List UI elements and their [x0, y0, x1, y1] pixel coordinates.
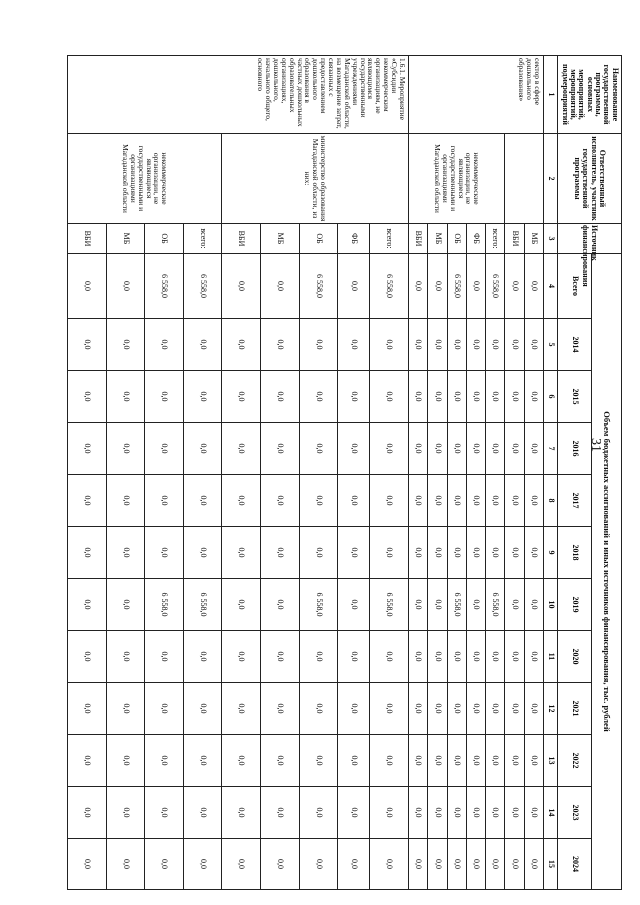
header-name: Наименование государственной программы, основных мероприятий, мероприятий, подмероприятий — [558, 56, 622, 134]
total-value-cell: 0,0 — [428, 254, 447, 319]
year-value-cell: 0,0 — [68, 735, 107, 787]
year-value-cell: 0,0 — [222, 579, 261, 631]
year-value-cell: 0,0 — [370, 735, 409, 787]
year-value-cell: 0,0 — [505, 527, 524, 579]
header-year: 2022 — [558, 735, 592, 787]
column-number: 6 — [544, 371, 558, 423]
year-value-cell: 0,0 — [260, 787, 299, 839]
year-value-cell: 0,0 — [486, 631, 505, 683]
year-value-cell: 0,0 — [222, 631, 261, 683]
year-value-cell: 0,0 — [183, 371, 222, 423]
year-value-cell: 0,0 — [260, 683, 299, 735]
financing-table — [67, 55, 622, 890]
header-year: 2024 — [558, 839, 592, 890]
header-year: 2018 — [558, 527, 592, 579]
column-number: 15 — [544, 839, 558, 890]
year-value-cell: 0,0 — [428, 319, 447, 371]
year-value-cell: 0,0 — [222, 371, 261, 423]
total-value-cell: 6 558,0 — [183, 254, 222, 319]
year-value-cell: 0,0 — [466, 475, 485, 527]
year-value-cell: 0,0 — [524, 631, 543, 683]
year-value-cell: 0,0 — [338, 579, 370, 631]
year-value-cell: 0,0 — [222, 787, 261, 839]
year-value-cell: 0,0 — [428, 787, 447, 839]
year-value-cell: 0,0 — [68, 839, 107, 890]
header-total: Всего — [558, 254, 592, 319]
year-value-cell: 0,0 — [466, 371, 485, 423]
year-value-cell: 0,0 — [260, 631, 299, 683]
year-value-cell: 0,0 — [338, 631, 370, 683]
year-value-cell: 0,0 — [68, 319, 107, 371]
column-number: 11 — [544, 631, 558, 683]
year-value-cell: 0,0 — [299, 423, 338, 475]
year-value-cell: 0,0 — [183, 683, 222, 735]
year-value-cell: 0,0 — [505, 579, 524, 631]
year-value-cell: 0,0 — [447, 475, 466, 527]
executor-nonprofit: некоммерческие организации, не являющиеся государственными и организациями Магаданской области — [408, 134, 504, 224]
year-value-cell: 0,0 — [68, 527, 107, 579]
source-cell: ОБ — [299, 224, 338, 254]
year-value-cell: 0,0 — [106, 735, 145, 787]
year-value-cell: 0,0 — [106, 839, 145, 890]
year-value-cell: 0,0 — [524, 475, 543, 527]
year-value-cell: 0,0 — [447, 371, 466, 423]
year-value-cell: 0,0 — [68, 371, 107, 423]
total-value-cell: 0,0 — [505, 254, 524, 319]
column-number: 8 — [544, 475, 558, 527]
total-value-cell: 0,0 — [260, 254, 299, 319]
year-value-cell: 0,0 — [370, 371, 409, 423]
year-value-cell: 0,0 — [338, 527, 370, 579]
year-value-cell: 0,0 — [299, 787, 338, 839]
year-value-cell: 0,0 — [466, 683, 485, 735]
total-value-cell: 0,0 — [222, 254, 261, 319]
column-number: 14 — [544, 787, 558, 839]
year-value-cell: 0,0 — [338, 839, 370, 890]
year-value-cell: 0,0 — [505, 787, 524, 839]
year-value-cell: 0,0 — [260, 371, 299, 423]
source-cell: ФБ — [466, 224, 485, 254]
year-value-cell: 0,0 — [408, 631, 427, 683]
source-cell: всего: — [183, 224, 222, 254]
year-value-cell: 0,0 — [447, 319, 466, 371]
year-value-cell: 0,0 — [183, 839, 222, 890]
source-cell: ФБ — [338, 224, 370, 254]
year-value-cell: 0,0 — [447, 527, 466, 579]
year-value-cell: 0,0 — [68, 787, 107, 839]
year-value-cell: 0,0 — [370, 423, 409, 475]
source-cell: МБ — [260, 224, 299, 254]
year-value-cell: 0,0 — [145, 735, 184, 787]
year-value-cell: 0,0 — [505, 631, 524, 683]
executor-nonprofit-2: некоммерческие организации, не являющиеся государственными и организациями Магаданской области — [68, 134, 222, 224]
header-year: 2021 — [558, 683, 592, 735]
year-value-cell: 0,0 — [428, 839, 447, 890]
year-value-cell: 0,0 — [447, 839, 466, 890]
total-value-cell: 6 558,0 — [370, 254, 409, 319]
year-value-cell: 6 558,0 — [299, 579, 338, 631]
year-value-cell: 0,0 — [106, 683, 145, 735]
source-cell: ВБИ — [505, 224, 524, 254]
year-value-cell: 0,0 — [486, 319, 505, 371]
year-value-cell: 0,0 — [338, 735, 370, 787]
year-value-cell: 0,0 — [466, 631, 485, 683]
year-value-cell: 6 558,0 — [145, 579, 184, 631]
year-value-cell: 0,0 — [524, 579, 543, 631]
source-cell: ВБИ — [68, 224, 107, 254]
year-value-cell: 0,0 — [338, 423, 370, 475]
total-value-cell: 6 558,0 — [145, 254, 184, 319]
year-value-cell: 0,0 — [338, 371, 370, 423]
year-value-cell: 0,0 — [505, 839, 524, 890]
source-cell: ОБ — [145, 224, 184, 254]
source-cell: ВБИ — [408, 224, 427, 254]
year-value-cell: 0,0 — [428, 527, 447, 579]
year-value-cell: 0,0 — [183, 735, 222, 787]
total-value-cell: 0,0 — [68, 254, 107, 319]
year-value-cell: 0,0 — [299, 475, 338, 527]
year-value-cell: 0,0 — [145, 787, 184, 839]
year-value-cell: 0,0 — [222, 683, 261, 735]
year-value-cell: 0,0 — [428, 631, 447, 683]
year-value-cell: 0,0 — [106, 787, 145, 839]
year-value-cell: 0,0 — [447, 683, 466, 735]
year-value-cell: 6 558,0 — [447, 579, 466, 631]
rotated-table-page — [67, 55, 622, 890]
year-value-cell: 0,0 — [370, 319, 409, 371]
year-value-cell: 0,0 — [260, 839, 299, 890]
executor-empty — [505, 134, 544, 224]
total-value-cell: 0,0 — [106, 254, 145, 319]
year-value-cell: 0,0 — [428, 423, 447, 475]
header-source: Источник финансирования — [558, 224, 622, 254]
year-value-cell: 0,0 — [106, 423, 145, 475]
year-value-cell: 0,0 — [68, 579, 107, 631]
page-number: 31 — [588, 438, 603, 452]
total-value-cell: 6 558,0 — [486, 254, 505, 319]
year-value-cell: 0,0 — [299, 371, 338, 423]
year-value-cell: 0,0 — [505, 735, 524, 787]
year-value-cell: 0,0 — [145, 683, 184, 735]
year-value-cell: 0,0 — [408, 527, 427, 579]
year-value-cell: 0,0 — [145, 631, 184, 683]
year-value-cell: 0,0 — [299, 839, 338, 890]
year-value-cell: 0,0 — [145, 319, 184, 371]
year-value-cell: 0,0 — [505, 475, 524, 527]
year-value-cell: 0,0 — [428, 735, 447, 787]
year-value-cell: 0,0 — [260, 527, 299, 579]
year-value-cell: 6 558,0 — [370, 579, 409, 631]
source-cell: всего: — [486, 224, 505, 254]
source-cell: всего: — [370, 224, 409, 254]
year-value-cell: 0,0 — [106, 631, 145, 683]
program-name-sector: сектор в сфере дошкольного образования» — [408, 56, 543, 134]
column-number: 10 — [544, 579, 558, 631]
header-volume: Объем бюджетных ассигнований и иных источников финансирования, тыс. рублей — [592, 254, 622, 890]
year-value-cell: 0,0 — [183, 631, 222, 683]
year-value-cell: 0,0 — [299, 527, 338, 579]
total-value-cell: 6 558,0 — [447, 254, 466, 319]
source-cell: МБ — [524, 224, 543, 254]
year-value-cell: 0,0 — [408, 475, 427, 527]
year-value-cell: 0,0 — [428, 475, 447, 527]
year-value-cell: 0,0 — [428, 683, 447, 735]
column-number-row — [544, 56, 558, 890]
year-value-cell: 0,0 — [106, 475, 145, 527]
total-value-cell: 6 558,0 — [299, 254, 338, 319]
year-value-cell: 0,0 — [299, 735, 338, 787]
year-value-cell: 0,0 — [370, 787, 409, 839]
year-value-cell: 0,0 — [447, 631, 466, 683]
year-value-cell: 0,0 — [222, 527, 261, 579]
year-value-cell: 0,0 — [505, 683, 524, 735]
year-value-cell: 0,0 — [260, 475, 299, 527]
year-value-cell: 0,0 — [524, 371, 543, 423]
year-value-cell: 0,0 — [145, 527, 184, 579]
year-value-cell: 0,0 — [524, 683, 543, 735]
year-value-cell: 0,0 — [222, 735, 261, 787]
column-number: 2 — [544, 134, 558, 224]
year-value-cell: 0,0 — [486, 371, 505, 423]
year-value-cell: 0,0 — [486, 423, 505, 475]
year-value-cell: 0,0 — [106, 371, 145, 423]
column-number: 3 — [544, 224, 558, 254]
column-number: 4 — [544, 254, 558, 319]
year-value-cell: 0,0 — [222, 475, 261, 527]
year-value-cell: 0,0 — [408, 839, 427, 890]
year-value-cell: 0,0 — [145, 371, 184, 423]
year-value-cell: 0,0 — [505, 371, 524, 423]
year-value-cell: 0,0 — [408, 319, 427, 371]
year-value-cell: 0,0 — [106, 527, 145, 579]
year-value-cell: 0,0 — [524, 423, 543, 475]
year-value-cell: 0,0 — [106, 579, 145, 631]
year-value-cell: 0,0 — [524, 319, 543, 371]
year-value-cell: 0,0 — [408, 683, 427, 735]
year-value-cell: 0,0 — [524, 839, 543, 890]
year-value-cell: 0,0 — [145, 839, 184, 890]
year-value-cell: 0,0 — [338, 683, 370, 735]
year-value-cell: 0,0 — [408, 371, 427, 423]
total-value-cell: 0,0 — [524, 254, 543, 319]
header-year: 2023 — [558, 787, 592, 839]
year-value-cell: 0,0 — [466, 735, 485, 787]
year-value-cell: 0,0 — [68, 475, 107, 527]
year-value-cell: 0,0 — [68, 423, 107, 475]
year-value-cell: 0,0 — [183, 319, 222, 371]
executor-ministry: министерство образования Магаданской области, из них: — [222, 134, 409, 224]
header-year: 2020 — [558, 631, 592, 683]
source-cell: МБ — [106, 224, 145, 254]
year-value-cell: 0,0 — [370, 631, 409, 683]
column-number: 12 — [544, 683, 558, 735]
year-value-cell: 0,0 — [338, 319, 370, 371]
year-value-cell: 0,0 — [486, 683, 505, 735]
column-number: 9 — [544, 527, 558, 579]
year-value-cell: 0,0 — [524, 787, 543, 839]
measure-name: 1.6.1. Мероприятие «Субсидии некоммерческим организациям, не являющимся государственными учреждениями Магаданской области, на возмещение затрат, связанных с предоставлением дошкольного образования в частных дошкольных образовательных организациях, дошкольного, начального общего, основного — [68, 56, 409, 134]
year-value-cell: 0,0 — [338, 787, 370, 839]
year-value-cell: 0,0 — [486, 527, 505, 579]
year-value-cell: 0,0 — [370, 527, 409, 579]
source-cell: МБ — [428, 224, 447, 254]
year-value-cell: 0,0 — [486, 475, 505, 527]
year-value-cell: 0,0 — [370, 839, 409, 890]
source-cell: ВБИ — [222, 224, 261, 254]
year-value-cell: 0,0 — [524, 735, 543, 787]
year-value-cell: 0,0 — [183, 787, 222, 839]
year-value-cell: 0,0 — [222, 423, 261, 475]
year-value-cell: 0,0 — [466, 579, 485, 631]
year-value-cell: 0,0 — [408, 735, 427, 787]
year-value-cell: 0,0 — [466, 527, 485, 579]
header-year: 2014 — [558, 319, 592, 371]
column-number: 13 — [544, 735, 558, 787]
year-value-cell: 0,0 — [408, 579, 427, 631]
year-value-cell: 0,0 — [222, 839, 261, 890]
year-value-cell: 0,0 — [183, 475, 222, 527]
year-value-cell: 0,0 — [466, 423, 485, 475]
year-value-cell: 0,0 — [466, 787, 485, 839]
year-value-cell: 0,0 — [505, 423, 524, 475]
year-value-cell: 6 558,0 — [486, 579, 505, 631]
column-number: 7 — [544, 423, 558, 475]
year-value-cell: 0,0 — [260, 423, 299, 475]
year-value-cell: 0,0 — [370, 683, 409, 735]
year-value-cell: 0,0 — [260, 319, 299, 371]
year-value-cell: 0,0 — [486, 787, 505, 839]
year-value-cell: 0,0 — [447, 787, 466, 839]
year-value-cell: 0,0 — [486, 735, 505, 787]
year-value-cell: 0,0 — [260, 579, 299, 631]
year-value-cell: 6 558,0 — [183, 579, 222, 631]
year-value-cell: 0,0 — [183, 527, 222, 579]
year-value-cell: 0,0 — [486, 839, 505, 890]
year-value-cell: 0,0 — [68, 683, 107, 735]
total-value-cell: 0,0 — [338, 254, 370, 319]
year-value-cell: 0,0 — [299, 683, 338, 735]
total-value-cell: 0,0 — [466, 254, 485, 319]
year-value-cell: 0,0 — [183, 423, 222, 475]
year-value-cell: 0,0 — [68, 631, 107, 683]
year-value-cell: 0,0 — [466, 839, 485, 890]
header-year: 2017 — [558, 475, 592, 527]
year-value-cell: 0,0 — [408, 423, 427, 475]
header-year: 2016 — [558, 423, 592, 475]
year-value-cell: 0,0 — [145, 423, 184, 475]
header-year: 2015 — [558, 371, 592, 423]
year-value-cell: 0,0 — [106, 319, 145, 371]
year-value-cell: 0,0 — [447, 423, 466, 475]
year-value-cell: 0,0 — [428, 579, 447, 631]
column-number: 1 — [544, 56, 558, 134]
year-value-cell: 0,0 — [299, 631, 338, 683]
year-value-cell: 0,0 — [447, 735, 466, 787]
year-value-cell: 0,0 — [370, 475, 409, 527]
year-value-cell: 0,0 — [299, 319, 338, 371]
year-value-cell: 0,0 — [222, 319, 261, 371]
year-value-cell: 0,0 — [145, 475, 184, 527]
header-executor: Ответственный исполнитель, участник государственной программы — [558, 134, 622, 224]
source-cell: ОБ — [447, 224, 466, 254]
column-number: 5 — [544, 319, 558, 371]
year-value-cell: 0,0 — [260, 735, 299, 787]
total-value-cell: 0,0 — [408, 254, 427, 319]
year-value-cell: 0,0 — [466, 319, 485, 371]
year-value-cell: 0,0 — [428, 371, 447, 423]
year-value-cell: 0,0 — [524, 527, 543, 579]
year-value-cell: 0,0 — [505, 319, 524, 371]
header-year: 2019 — [558, 579, 592, 631]
year-value-cell: 0,0 — [338, 475, 370, 527]
year-value-cell: 0,0 — [408, 787, 427, 839]
